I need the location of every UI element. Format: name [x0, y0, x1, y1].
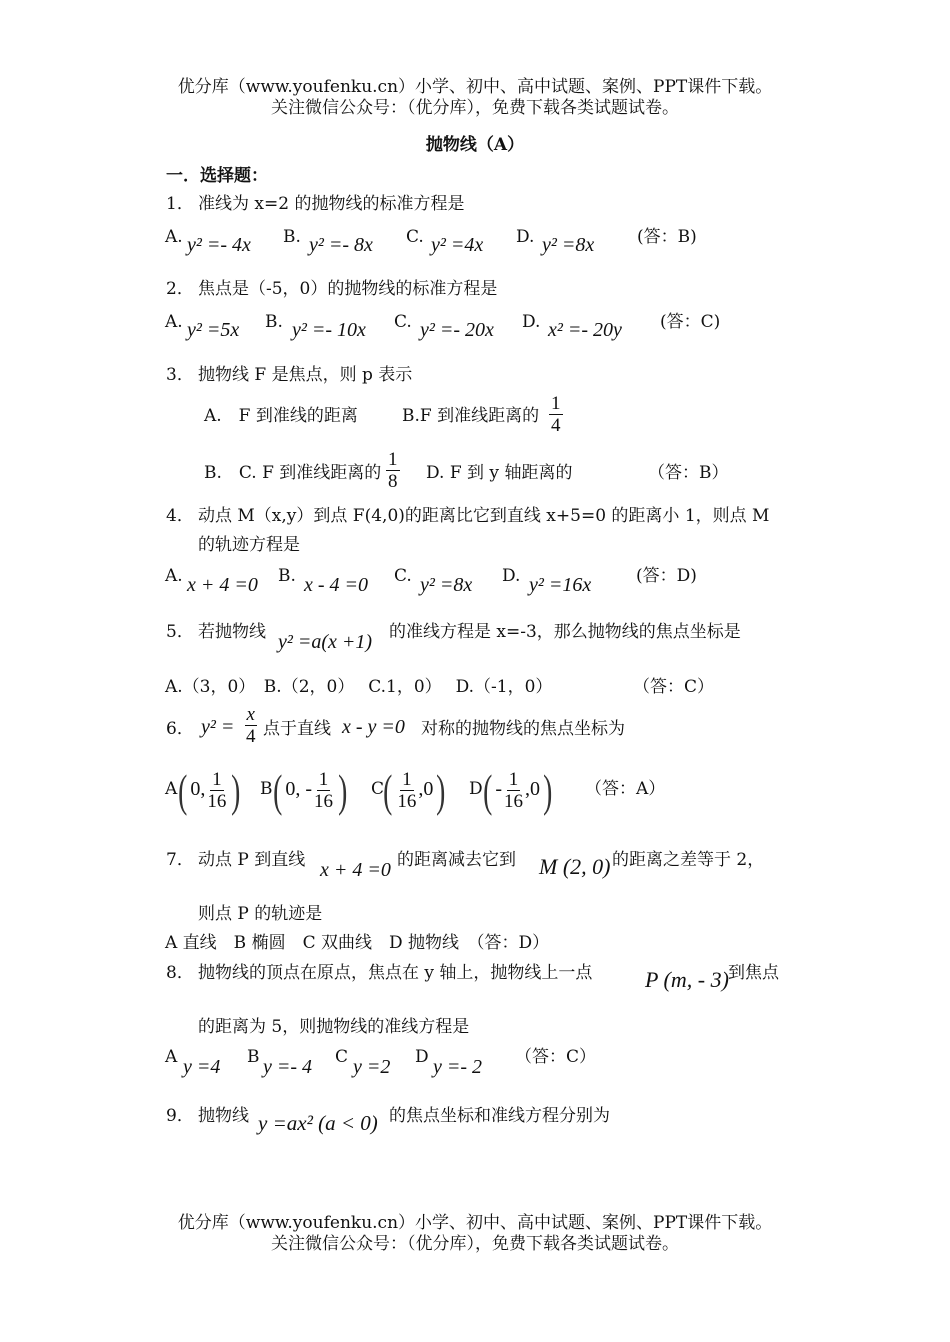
- q1-label-d: D.: [516, 227, 535, 247]
- q7-point-m: M (2, 0): [539, 854, 611, 879]
- q4-eq-b: x - 4 =0: [304, 574, 369, 596]
- q2-eq-c: y² =- 20x: [420, 319, 494, 341]
- q3-text: 抛物线 F 是焦点，则 p 表示: [198, 365, 413, 385]
- q4-eq-c: y² =8x: [420, 574, 473, 596]
- q8-eq-b: y =- 4: [263, 1056, 313, 1078]
- q1-label-a: A.: [165, 227, 183, 247]
- q8-point-p: P (m, - 3): [645, 967, 729, 992]
- q8-text-2: 的距离为 5，则抛物线的准线方程是: [198, 1017, 470, 1037]
- q1-number: 1．: [166, 194, 194, 214]
- footer-line-1: 优分库（www.youfenku.cn）小学、初中、高中试题、案例、PPT课件下载。: [177, 1213, 773, 1233]
- q2-label-d: D.: [522, 312, 541, 332]
- q1-eq-c: y² =4x: [431, 234, 484, 256]
- q4-text-2: 的轨迹方程是: [198, 535, 300, 555]
- q3-option-c: B. C. F 到准线距离的: [204, 463, 382, 483]
- q2-eq-a: y² =5x: [187, 319, 240, 341]
- q1-answer: (答：B): [637, 227, 697, 247]
- q6-line-eq: x - y =0: [342, 716, 405, 738]
- q3-number: 3．: [166, 365, 194, 385]
- q6-a-den: 16: [207, 791, 227, 812]
- q5-options: A.（3，0） B.（2，0） C.1，0） D.（-1，0）: [165, 677, 553, 697]
- q2-label-a: A.: [165, 312, 183, 332]
- q4-eq-a: x + 4 =0: [187, 574, 258, 596]
- q8-label-c: C: [335, 1047, 349, 1067]
- q3-frac1-den: 4: [551, 415, 561, 436]
- q2-number: 2．: [166, 279, 194, 299]
- q9-number: 9．: [166, 1106, 194, 1126]
- q6-answer: （答：A）: [585, 779, 666, 799]
- q6-eq-left: y² =: [201, 716, 235, 738]
- q3-option-a: A. F 到准线的距离: [204, 406, 358, 426]
- q6-c-num: 1: [402, 769, 412, 790]
- q2-eq-d: x² =- 20y: [548, 319, 622, 341]
- q7-pre: 动点 P 到直线: [198, 850, 306, 870]
- q6-label-b: B: [260, 779, 273, 799]
- q5-pre: 若抛物线: [198, 622, 266, 642]
- q6-b-num: 1: [318, 769, 329, 790]
- q4-label-d: D.: [502, 566, 521, 586]
- q5-number: 5．: [166, 622, 194, 642]
- q2-label-c: C.: [394, 312, 412, 332]
- q6-number: 6．: [166, 719, 194, 739]
- q6-b-den: 16: [314, 791, 333, 812]
- q3-frac1-num: 1: [551, 393, 561, 414]
- q3-frac2-den: 8: [388, 471, 398, 492]
- q6-c-zero: ,0: [418, 778, 434, 800]
- q6-option-a: ( 0, $\frac{1}{16}$ ): [178, 765, 241, 816]
- q6-b-zero: 0, -: [285, 778, 312, 800]
- q2-label-b: B.: [265, 312, 283, 332]
- q8-number: 8．: [166, 963, 194, 983]
- q9-equation: y =ax² (a < 0): [258, 1111, 378, 1135]
- q2-answer: (答：C): [660, 312, 721, 332]
- q8-label-a: A: [165, 1047, 178, 1067]
- q8-pre: 抛物线的顶点在原点，焦点在 y 轴上，抛物线上一点: [198, 963, 593, 983]
- q8-label-b: B: [247, 1047, 260, 1067]
- q6-frac-num: x: [246, 704, 255, 725]
- q6-option-d: ( - $\frac{1}{16}$ ,0): [483, 765, 553, 816]
- header-line-2: 关注微信公众号：（优分库），免费下载各类试题试卷。: [271, 98, 679, 118]
- q9-post: 的焦点坐标和准线方程分别为: [389, 1106, 610, 1126]
- q3-option-d: D. F 到 y 轴距离的: [426, 463, 573, 483]
- q1-eq-d: y² =8x: [542, 234, 595, 256]
- q7-text-2: 则点 P 的轨迹是: [198, 904, 323, 924]
- q6-option-b: ( 0, - $\frac{1}{16}$ ): [273, 765, 348, 816]
- q6-d-num: 1: [508, 769, 519, 790]
- q1-text: 准线为 x=2 的抛物线的标准方程是: [198, 194, 465, 214]
- footer-line-2: 关注微信公众号：（优分库），免费下载各类试题试卷。: [271, 1234, 679, 1254]
- q1-eq-a: y² =- 4x: [187, 234, 251, 256]
- section-heading: 一．选择题：: [166, 166, 268, 186]
- q6-fraction: [244, 704, 258, 747]
- q4-label-b: B.: [278, 566, 296, 586]
- q4-label-a: A.: [165, 566, 183, 586]
- q6-option-c: ( $\frac{1}{16}$ ,0): [383, 765, 446, 816]
- q8-eq-a: y =4: [183, 1056, 221, 1078]
- q1-label-b: B.: [283, 227, 301, 247]
- q6-frac-den: 4: [246, 726, 256, 747]
- q7-line-eq: x + 4 =0: [320, 859, 391, 881]
- q4-number: 4．: [166, 506, 194, 526]
- q6-c-den: 16: [397, 791, 417, 812]
- q8-eq-d: y =- 2: [433, 1056, 483, 1078]
- q6-label-c: C: [371, 779, 385, 799]
- q6-label-a: A: [165, 779, 178, 799]
- q2-text: 焦点是（-5，0）的抛物线的标准方程是: [198, 279, 498, 299]
- q6-label-d: D: [469, 779, 483, 799]
- q3-answer: （答：B）: [648, 463, 729, 483]
- q4-text: 动点 M（x,y）到点 F(4,0)的距离比它到直线 x+5=0 的距离小 1，则点 M: [198, 506, 770, 526]
- q7-number: 7．: [166, 850, 194, 870]
- q9-pre: 抛物线: [198, 1106, 249, 1126]
- q6-a-num: 1: [212, 769, 222, 790]
- q8-eq-c: y =2: [353, 1056, 391, 1078]
- header-line-1: 优分库（www.youfenku.cn）小学、初中、高中试题、案例、PPT课件下载。: [177, 77, 773, 97]
- q5-post: 的准线方程是 x=-3，那么抛物线的焦点坐标是: [389, 622, 741, 642]
- q7-post: 的距离之差等于 2，: [612, 850, 765, 870]
- q7-mid: 的距离减去它到: [397, 850, 516, 870]
- q6-d-den: 16: [504, 791, 523, 812]
- q3-frac2-num: 1: [388, 449, 398, 470]
- q6-post: 对称的抛物线的焦点坐标为: [421, 719, 625, 739]
- q4-label-c: C.: [394, 566, 412, 586]
- q6-d-minus: -: [495, 778, 502, 800]
- q8-answer: （答：C）: [515, 1047, 597, 1067]
- q6-d-zero: ,0: [525, 778, 540, 800]
- q8-post: 到焦点: [728, 963, 779, 983]
- page-title: 抛物线（A）: [425, 135, 525, 155]
- q5-answer: （答：C）: [633, 677, 715, 697]
- q1-label-c: C.: [406, 227, 424, 247]
- q3-fraction-eighth: [386, 449, 400, 492]
- q7-options: A 直线 B 椭圆 C 双曲线 D 抛物线 （答：D）: [165, 933, 550, 953]
- q8-label-d: D: [415, 1047, 429, 1067]
- q6-mid: 点于直线: [263, 719, 331, 739]
- q4-answer: (答：D): [636, 566, 697, 586]
- q2-eq-b: y² =- 10x: [292, 319, 366, 341]
- q6-a-zero: 0,: [190, 778, 206, 800]
- q3-fraction-quarter: [549, 393, 563, 436]
- q5-equation: y² =a(x +1): [278, 631, 373, 653]
- q3-option-b: B.F 到准线距离的: [402, 406, 540, 426]
- q4-eq-d: y² =16x: [529, 574, 592, 596]
- q1-eq-b: y² =- 8x: [309, 234, 373, 256]
